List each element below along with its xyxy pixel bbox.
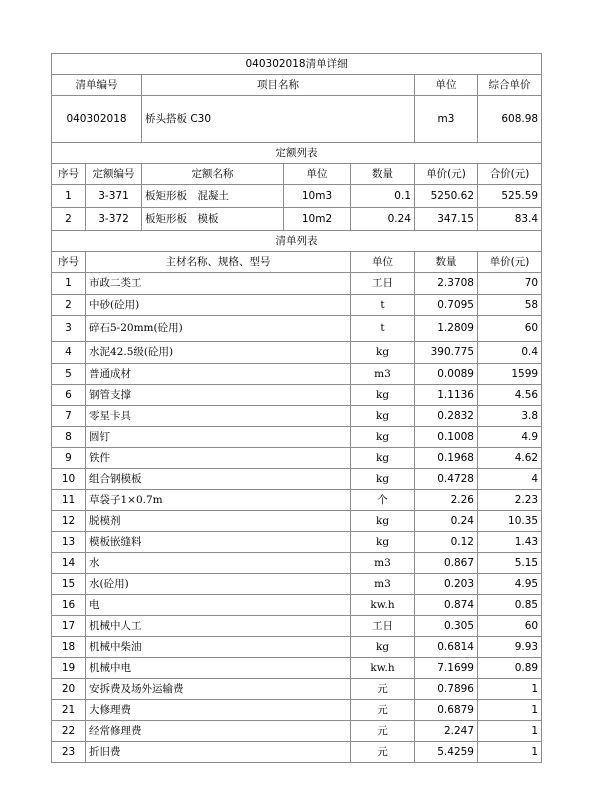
quota-total: 83.4 bbox=[478, 208, 542, 231]
material-row bbox=[52, 616, 542, 637]
material-name: 圆钉 bbox=[86, 427, 351, 448]
quota-name: 板矩形板 混凝土 bbox=[142, 185, 284, 208]
material-qty: 1.1136 bbox=[415, 385, 478, 406]
material-unit: kg bbox=[351, 532, 415, 553]
material-no: 19 bbox=[52, 658, 86, 679]
material-unit: m3 bbox=[351, 574, 415, 595]
material-price: 1 bbox=[478, 679, 542, 700]
header-name-label: 项目名称 bbox=[142, 75, 415, 96]
material-row bbox=[52, 490, 542, 511]
material-row bbox=[52, 273, 542, 295]
material-name: 电 bbox=[86, 595, 351, 616]
material-unit: 元 bbox=[351, 742, 415, 763]
material-no: 9 bbox=[52, 448, 86, 469]
material-qty: 1.2809 bbox=[415, 316, 478, 342]
material-no: 14 bbox=[52, 553, 86, 574]
material-unit: kg bbox=[351, 385, 415, 406]
material-unit: kw.h bbox=[351, 595, 415, 616]
quota-header-row bbox=[52, 164, 542, 185]
material-name: 水 bbox=[86, 553, 351, 574]
material-qty: 0.2832 bbox=[415, 406, 478, 427]
material-unit: m3 bbox=[351, 553, 415, 574]
material-name: 中砂(砼用) bbox=[86, 295, 351, 316]
quota-qty: 0.24 bbox=[351, 208, 415, 231]
material-col-header: 单价(元) bbox=[478, 252, 542, 273]
material-name: 铁件 bbox=[86, 448, 351, 469]
material-row bbox=[52, 385, 542, 406]
material-qty: 2.247 bbox=[415, 721, 478, 742]
material-unit: 元 bbox=[351, 700, 415, 721]
material-price: 0.4 bbox=[478, 342, 542, 364]
material-no: 8 bbox=[52, 427, 86, 448]
quota-code: 3-372 bbox=[86, 208, 142, 231]
material-qty: 7.1699 bbox=[415, 658, 478, 679]
quota-col-header: 序号 bbox=[52, 164, 86, 185]
material-price: 2.23 bbox=[478, 490, 542, 511]
bill-detail-table bbox=[51, 53, 542, 763]
material-qty: 0.0089 bbox=[415, 364, 478, 385]
quota-unit: 10m3 bbox=[284, 185, 351, 208]
material-unit: kg bbox=[351, 637, 415, 658]
quota-col-header: 单价(元) bbox=[415, 164, 478, 185]
material-price: 3.8 bbox=[478, 406, 542, 427]
material-no: 15 bbox=[52, 574, 86, 595]
material-row bbox=[52, 637, 542, 658]
quota-section-title: 定额列表 bbox=[52, 143, 542, 164]
material-no: 10 bbox=[52, 469, 86, 490]
material-name: 草袋子1×0.7m bbox=[86, 490, 351, 511]
material-name: 碎石5-20mm(砼用) bbox=[86, 316, 351, 342]
material-row bbox=[52, 427, 542, 448]
material-unit: kg bbox=[351, 406, 415, 427]
material-unit: kg bbox=[351, 427, 415, 448]
material-no: 23 bbox=[52, 742, 86, 763]
quota-name: 板矩形板 模板 bbox=[142, 208, 284, 231]
material-name: 折旧费 bbox=[86, 742, 351, 763]
material-row bbox=[52, 742, 542, 763]
material-no: 18 bbox=[52, 637, 86, 658]
quota-col-header: 数量 bbox=[351, 164, 415, 185]
material-price: 4.9 bbox=[478, 427, 542, 448]
material-qty: 0.867 bbox=[415, 553, 478, 574]
material-price: 1 bbox=[478, 700, 542, 721]
material-price: 0.89 bbox=[478, 658, 542, 679]
material-qty: 0.7095 bbox=[415, 295, 478, 316]
material-row bbox=[52, 532, 542, 553]
material-name: 组合钢模板 bbox=[86, 469, 351, 490]
material-price: 1599 bbox=[478, 364, 542, 385]
material-unit: kg bbox=[351, 342, 415, 364]
table-title: 040302018清单详细 bbox=[52, 54, 542, 75]
quota-col-header: 单位 bbox=[284, 164, 351, 185]
material-qty: 0.6814 bbox=[415, 637, 478, 658]
material-price: 1.43 bbox=[478, 532, 542, 553]
material-name: 水泥42.5级(砼用) bbox=[86, 342, 351, 364]
material-no: 7 bbox=[52, 406, 86, 427]
quota-unit: 10m2 bbox=[284, 208, 351, 231]
material-no: 6 bbox=[52, 385, 86, 406]
material-name: 脱模剂 bbox=[86, 511, 351, 532]
material-row bbox=[52, 553, 542, 574]
material-name: 经常修理费 bbox=[86, 721, 351, 742]
material-no: 3 bbox=[52, 316, 86, 342]
material-unit: kg bbox=[351, 448, 415, 469]
material-qty: 2.26 bbox=[415, 490, 478, 511]
material-no: 16 bbox=[52, 595, 86, 616]
material-qty: 0.203 bbox=[415, 574, 478, 595]
material-row bbox=[52, 511, 542, 532]
material-no: 21 bbox=[52, 700, 86, 721]
header-price-label: 综合单价 bbox=[478, 75, 542, 96]
material-row bbox=[52, 595, 542, 616]
material-row bbox=[52, 295, 542, 316]
material-price: 9.93 bbox=[478, 637, 542, 658]
material-unit: kg bbox=[351, 469, 415, 490]
material-col-header: 数量 bbox=[415, 252, 478, 273]
quota-col-header: 定额名称 bbox=[142, 164, 284, 185]
quota-row bbox=[52, 208, 542, 231]
material-row bbox=[52, 658, 542, 679]
material-unit: kw.h bbox=[351, 658, 415, 679]
material-price: 58 bbox=[478, 295, 542, 316]
material-unit: t bbox=[351, 295, 415, 316]
material-price: 1 bbox=[478, 742, 542, 763]
quota-col-header: 定额编号 bbox=[86, 164, 142, 185]
material-row bbox=[52, 721, 542, 742]
material-qty: 0.874 bbox=[415, 595, 478, 616]
material-col-header: 主材名称、规格、型号 bbox=[86, 252, 351, 273]
quota-row bbox=[52, 185, 542, 208]
material-unit: 个 bbox=[351, 490, 415, 511]
material-qty: 0.7896 bbox=[415, 679, 478, 700]
item-name: 桥头搭板 C30 bbox=[142, 96, 415, 143]
material-row bbox=[52, 316, 542, 342]
material-col-header: 单位 bbox=[351, 252, 415, 273]
material-unit: 元 bbox=[351, 721, 415, 742]
material-price: 4.62 bbox=[478, 448, 542, 469]
material-no: 2 bbox=[52, 295, 86, 316]
material-no: 20 bbox=[52, 679, 86, 700]
material-row bbox=[52, 406, 542, 427]
material-name: 市政二类工 bbox=[86, 273, 351, 295]
material-row bbox=[52, 364, 542, 385]
material-price: 5.15 bbox=[478, 553, 542, 574]
material-name: 普通成材 bbox=[86, 364, 351, 385]
material-qty: 0.1008 bbox=[415, 427, 478, 448]
material-no: 13 bbox=[52, 532, 86, 553]
material-price: 4.56 bbox=[478, 385, 542, 406]
material-qty: 0.4728 bbox=[415, 469, 478, 490]
material-row bbox=[52, 342, 542, 364]
material-qty: 0.6879 bbox=[415, 700, 478, 721]
material-name: 安拆费及场外运输费 bbox=[86, 679, 351, 700]
material-name: 机械中电 bbox=[86, 658, 351, 679]
header-unit-label: 单位 bbox=[415, 75, 478, 96]
material-unit: 元 bbox=[351, 679, 415, 700]
material-price: 4.95 bbox=[478, 574, 542, 595]
item-price: 608.98 bbox=[478, 96, 542, 143]
quota-qty: 0.1 bbox=[351, 185, 415, 208]
material-price: 0.85 bbox=[478, 595, 542, 616]
material-price: 70 bbox=[478, 273, 542, 295]
quota-total: 525.59 bbox=[478, 185, 542, 208]
header-code-label: 清单编号 bbox=[52, 75, 142, 96]
material-qty: 0.1968 bbox=[415, 448, 478, 469]
material-header-row bbox=[52, 252, 542, 273]
material-row bbox=[52, 574, 542, 595]
material-no: 11 bbox=[52, 490, 86, 511]
material-no: 1 bbox=[52, 273, 86, 295]
material-name: 机械中柴油 bbox=[86, 637, 351, 658]
material-no: 17 bbox=[52, 616, 86, 637]
material-no: 22 bbox=[52, 721, 86, 742]
material-unit: m3 bbox=[351, 364, 415, 385]
material-unit: t bbox=[351, 316, 415, 342]
material-no: 4 bbox=[52, 342, 86, 364]
material-section-title: 清单列表 bbox=[52, 231, 542, 252]
item-code: 040302018 bbox=[52, 96, 142, 143]
material-name: 水(砼用) bbox=[86, 574, 351, 595]
material-unit: 工日 bbox=[351, 616, 415, 637]
material-price: 4 bbox=[478, 469, 542, 490]
material-qty: 0.24 bbox=[415, 511, 478, 532]
material-col-header: 序号 bbox=[52, 252, 86, 273]
material-name: 零星卡具 bbox=[86, 406, 351, 427]
material-name: 机械中人工 bbox=[86, 616, 351, 637]
quota-code: 3-371 bbox=[86, 185, 142, 208]
material-no: 5 bbox=[52, 364, 86, 385]
material-row bbox=[52, 448, 542, 469]
material-row bbox=[52, 679, 542, 700]
material-name: 大修理费 bbox=[86, 700, 351, 721]
quota-price: 347.15 bbox=[415, 208, 478, 231]
quota-price: 5250.62 bbox=[415, 185, 478, 208]
material-qty: 5.4259 bbox=[415, 742, 478, 763]
material-price: 1 bbox=[478, 721, 542, 742]
material-unit: kg bbox=[351, 511, 415, 532]
material-price: 10.35 bbox=[478, 511, 542, 532]
quota-col-header: 合价(元) bbox=[478, 164, 542, 185]
material-no: 12 bbox=[52, 511, 86, 532]
material-price: 60 bbox=[478, 316, 542, 342]
material-qty: 0.12 bbox=[415, 532, 478, 553]
material-name: 钢管支撑 bbox=[86, 385, 351, 406]
material-row bbox=[52, 700, 542, 721]
material-qty: 0.305 bbox=[415, 616, 478, 637]
material-qty: 2.3708 bbox=[415, 273, 478, 295]
material-row bbox=[52, 469, 542, 490]
material-qty: 390.775 bbox=[415, 342, 478, 364]
quota-no: 1 bbox=[52, 185, 86, 208]
item-unit: m3 bbox=[415, 96, 478, 143]
material-name: 模板嵌缝料 bbox=[86, 532, 351, 553]
material-price: 60 bbox=[478, 616, 542, 637]
quota-no: 2 bbox=[52, 208, 86, 231]
material-unit: 工日 bbox=[351, 273, 415, 295]
